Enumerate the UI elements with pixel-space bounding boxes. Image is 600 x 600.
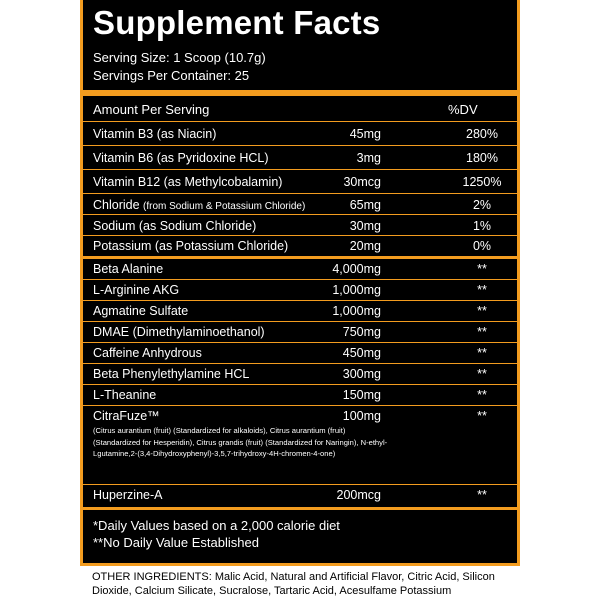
ingredient-dv: **: [477, 262, 487, 276]
nutrient-dv: 0%: [472, 239, 492, 253]
servings-per-container: Servings Per Container: 25: [93, 68, 250, 83]
amount-per-serving-header: Amount Per Serving: [93, 102, 210, 117]
panel-title: Supplement Facts: [93, 4, 381, 41]
nutrient-name-detail: (from Sodium & Potassium Chloride): [143, 201, 306, 212]
nutrient-amount: 30mcg: [343, 175, 381, 189]
ingredient-row: [83, 301, 517, 321]
ingredient-name: Agmatine Sulfate: [93, 304, 189, 318]
ingredient-name: Beta Alanine: [93, 262, 164, 276]
ingredient-dv: **: [477, 367, 487, 381]
ingredient-amount: 300mg: [342, 367, 381, 381]
divider: [83, 193, 517, 194]
nutrient-row: [83, 216, 517, 236]
nutrient-row: [83, 124, 517, 144]
ingredient-row: [83, 259, 517, 279]
nutrient-row: [83, 236, 517, 256]
nutrient-dv: 2%: [472, 198, 492, 212]
ingredient-name: L-Arginine AKG: [93, 283, 180, 297]
footnote-no-dv: **No Daily Value Established: [93, 535, 259, 550]
divider: [83, 214, 517, 215]
ingredient-dv: **: [477, 283, 487, 297]
ingredient-dv: **: [477, 346, 487, 360]
ingredient-name: Caffeine Anhydrous: [93, 346, 202, 360]
nutrient-name: Vitamin B3 (as Niacin): [93, 127, 217, 141]
ingredient-name: L-Theanine: [93, 388, 157, 402]
ingredient-dv: **: [477, 409, 487, 423]
ingredient-name: DMAE (Dimethylaminoethanol): [93, 325, 265, 339]
ingredient-dv: **: [477, 388, 487, 402]
nutrient-amount: 3mg: [356, 151, 381, 165]
ingredient-row: [83, 280, 517, 300]
ingredient-amount: 200mcg: [336, 488, 381, 502]
nutrient-row: [83, 172, 517, 192]
ingredient-row: [83, 406, 517, 426]
divider: [83, 145, 517, 146]
header-bar: [83, 90, 517, 96]
footnote-daily-values: *Daily Values based on a 2,000 calorie diet: [93, 518, 340, 533]
nutrient-row: [83, 195, 517, 215]
nutrient-name: Potassium (as Potassium Chloride): [93, 239, 289, 253]
nutrient-name-main: Chloride: [93, 198, 144, 212]
ingredient-amount: 750mg: [342, 325, 381, 339]
supplement-facts-panel: [80, 0, 520, 566]
other-ingredients: OTHER INGREDIENTS: Malic Acid, Natural and Artificial Flavor, Citric Acid, Silicon Dioxide, Calcium Silicate, Sucralose, Tartaric Acid, Acesulfame Potassium: [92, 571, 495, 597]
ingredient-row: [83, 485, 517, 505]
ingredient-dv: **: [477, 325, 487, 339]
ingredient-row: [83, 343, 517, 363]
nutrient-amount: 65mg: [349, 198, 381, 212]
ingredient-row: [83, 364, 517, 384]
ingredient-amount: 150mg: [342, 388, 381, 402]
ingredient-row: [83, 322, 517, 342]
nutrient-dv: 1%: [472, 219, 492, 233]
nutrient-dv: 1250%: [462, 175, 502, 189]
ingredient-name: CitraFuze™: [93, 409, 160, 423]
nutrient-name: Sodium (as Sodium Chloride): [93, 219, 257, 233]
ingredient-row: [83, 385, 517, 405]
nutrient-amount: 20mg: [349, 239, 381, 253]
divider: [83, 169, 517, 170]
ingredient-name: Huperzine-A: [93, 488, 163, 502]
nutrient-row: [83, 148, 517, 168]
ingredient-dv: **: [477, 488, 487, 502]
nutrient-amount: 30mg: [349, 219, 381, 233]
ingredient-amount: 100mg: [342, 409, 381, 423]
ingredient-amount: 4,000mg: [332, 262, 381, 276]
divider: [83, 121, 517, 122]
citrafuze-description: (Citrus aurantium (fruit) (Standardized for alkaloids), Citrus aurantium (fruit) (Standardized for Hesperidin), Citrus grandis (fruit) (Standardized for Naringin), N-ethyl-Lgutamine,2-(3,4-Dihydroxyphenyl)-3,5,7-trihydroxy-4H-chromen-4-one): [93, 426, 388, 458]
ingredient-name: Beta Phenylethylamine HCL: [93, 367, 250, 381]
ingredient-amount: 450mg: [342, 346, 381, 360]
dv-header: %DV: [448, 102, 478, 117]
ingredient-dv: **: [477, 304, 487, 318]
nutrient-name: Vitamin B6 (as Pyridoxine HCL): [93, 151, 269, 165]
footnote-divider: [83, 507, 517, 510]
nutrient-dv: 180%: [466, 151, 498, 165]
nutrient-name: Vitamin B12 (as Methylcobalamin): [93, 175, 283, 189]
serving-size: Serving Size: 1 Scoop (10.7g): [93, 50, 266, 65]
ingredient-amount: 1,000mg: [332, 304, 381, 318]
nutrient-name: [93, 198, 305, 212]
nutrient-dv: 280%: [466, 127, 498, 141]
ingredient-amount: 1,000mg: [332, 283, 381, 297]
nutrient-amount: 45mg: [349, 127, 381, 141]
